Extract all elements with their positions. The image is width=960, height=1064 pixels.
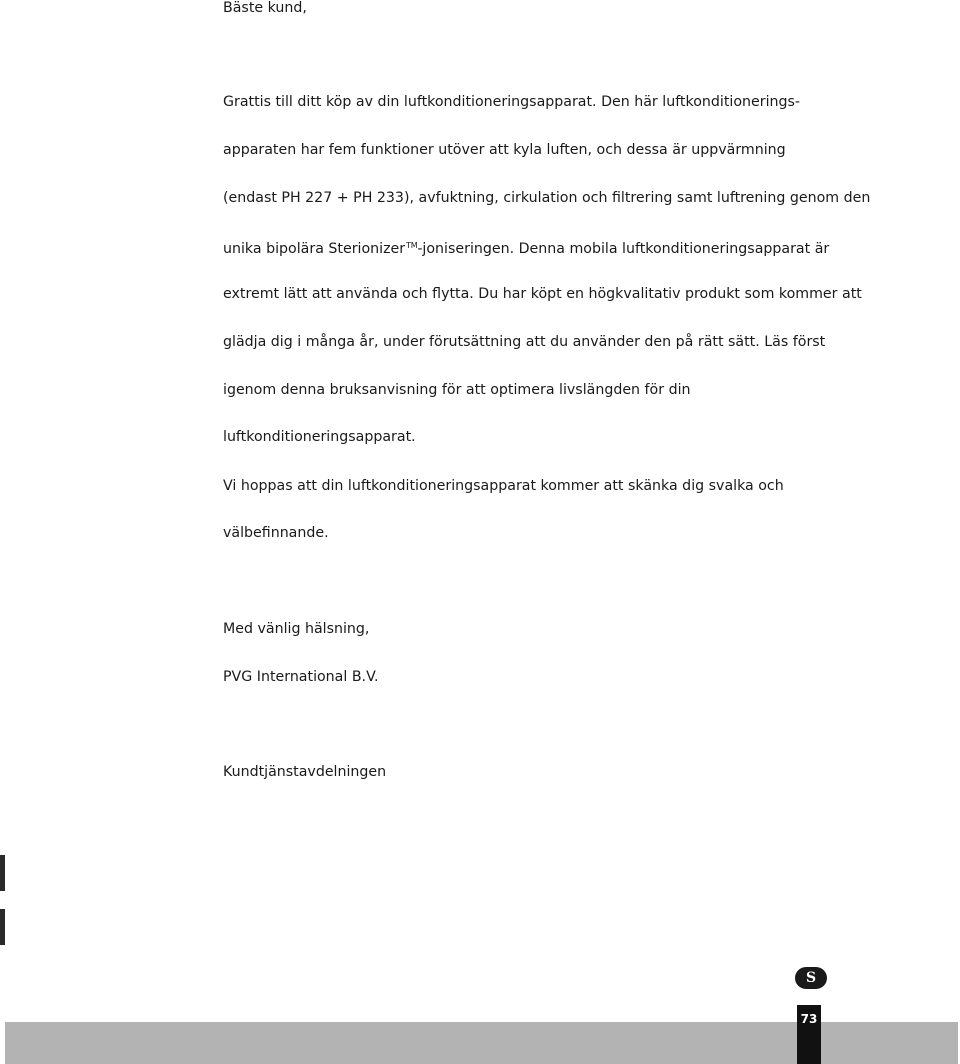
body-line-9: Vi hoppas att din luftkonditioneringsapparat kommer att skänka dig svalka och <box>223 478 784 494</box>
body-line-10: välbefinnande. <box>223 525 329 541</box>
page-number: 73 <box>800 1012 818 1026</box>
body-line-2: apparaten har fem funktioner utöver att kyla luften, och dessa är uppvärmning <box>223 142 786 158</box>
greeting: Bäste kund, <box>223 0 307 16</box>
page-number-tab <box>797 1005 821 1064</box>
body-line-7: igenom denna bruksanvisning för att optimera livslängden för din <box>223 382 691 398</box>
body-line-4-end: -joniseringen. Denna mobila luftkonditioneringsapparat är <box>417 241 830 257</box>
department-signature: Kundtjänstavdelningen <box>223 764 387 780</box>
body-line-3: (endast PH 227 + PH 233), avfuktning, cirkulation och filtrering samt luftrening genom den <box>223 190 871 206</box>
body-line-8: luftkonditioneringsapparat. <box>223 429 416 445</box>
trademark-symbol: TM <box>406 241 418 250</box>
body-line-6: glädja dig i många år, under förutsättning att du använder den på rätt sätt. Läs först <box>223 334 826 350</box>
company-name: PVG International B.V. <box>223 669 379 685</box>
body-line-5: extremt lätt att använda och flytta. Du har köpt en högkvalitativ produkt som kommer att <box>223 286 862 302</box>
margin-marker-upper <box>0 855 5 891</box>
closing-salutation: Med vänlig hälsning, <box>223 621 370 637</box>
language-badge: S <box>795 967 827 989</box>
body-line-4 <box>223 236 829 259</box>
body-line-1: Grattis till ditt köp av din luftkonditioneringsapparat. Den här luftkonditionerings- <box>223 94 801 110</box>
margin-marker-lower <box>0 909 5 945</box>
body-line-4-start: unika bipolära Sterionizer <box>223 241 406 257</box>
